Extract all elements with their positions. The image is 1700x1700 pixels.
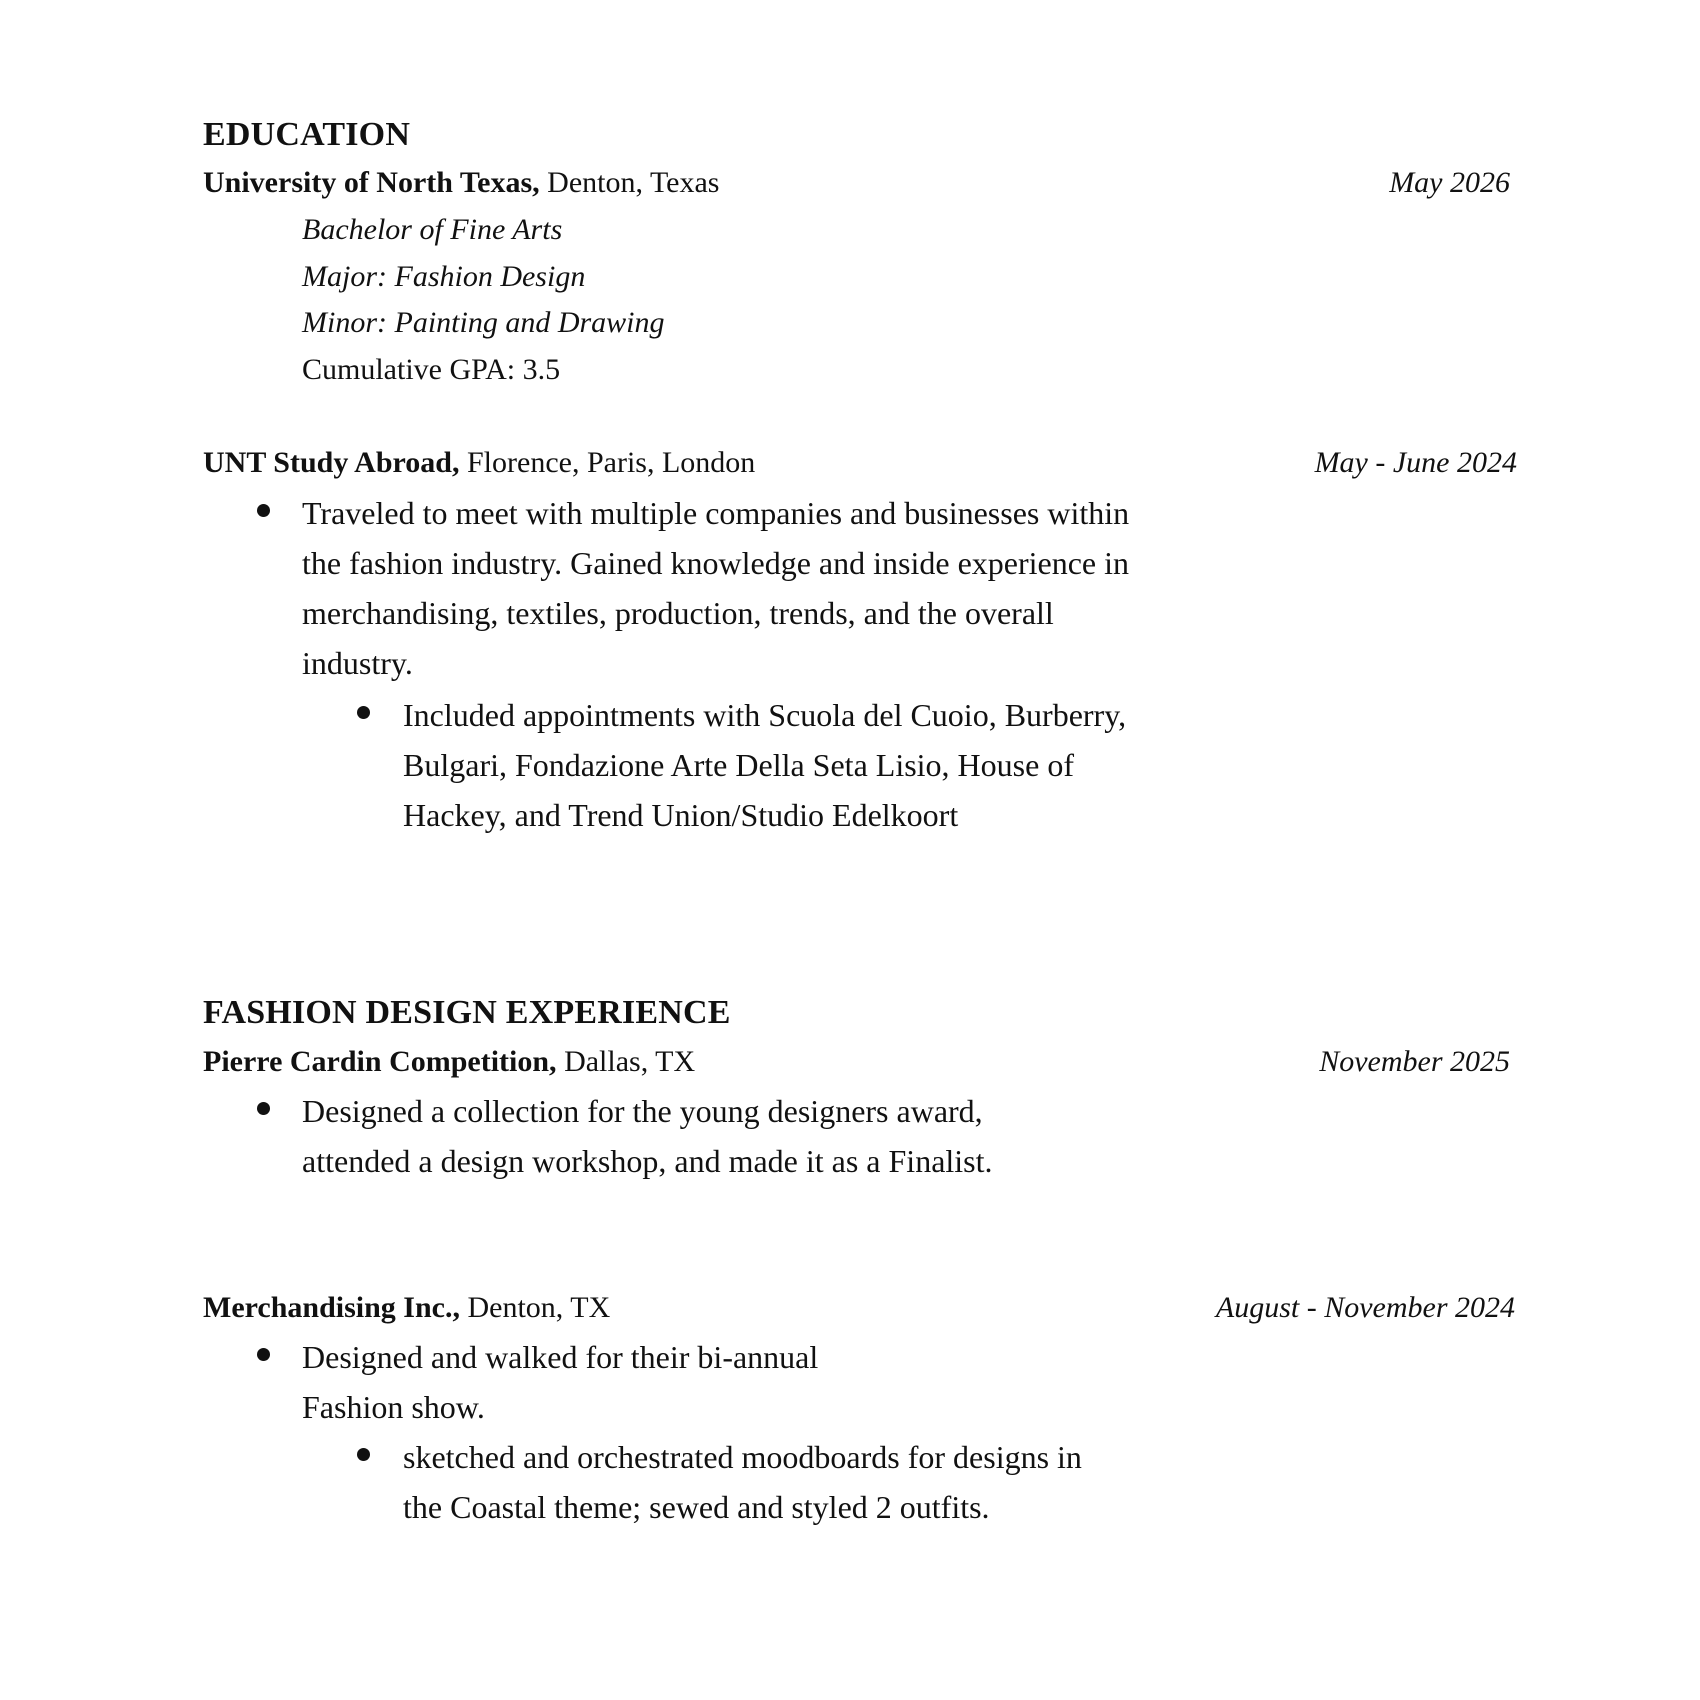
- unt-entry: [203, 168, 719, 198]
- bullet-dot: [257, 1348, 270, 1361]
- unt-gpa: Cumulative GPA: 3.5: [302, 353, 561, 386]
- unt-location: Denton, Texas: [539, 166, 720, 199]
- study-abroad-entry: [203, 448, 755, 478]
- bullet-dot: [357, 1448, 370, 1461]
- education-heading: EDUCATION: [203, 116, 411, 153]
- unt-major: Major: Fashion Design: [302, 260, 586, 293]
- unt-date: May 2026: [1389, 166, 1510, 199]
- study-abroad-location: Florence, Paris, London: [459, 446, 756, 479]
- unt-minor: Minor: Painting and Drawing: [302, 306, 665, 339]
- merchandising-location: Denton, TX: [459, 1291, 611, 1324]
- merchandising-sub-bullet: sketched and orchestrated moodboards for designs in the Coastal theme; sewed and styled 2 outfits.: [403, 1439, 1082, 1525]
- bullet-dot: [357, 706, 370, 719]
- pierre-cardin-entry: [203, 1047, 695, 1077]
- merchandising-date: August - November 2024: [1215, 1291, 1515, 1324]
- merchandising-name: Merchandising Inc.,: [203, 1291, 460, 1324]
- study-abroad-name: UNT Study Abroad,: [203, 446, 460, 479]
- study-abroad-bullet: Traveled to meet with multiple companies and businesses within the fashion industry. Gained knowledge and inside experience in merchandising, textiles, production, trends, and the overall industry.: [302, 495, 1130, 681]
- pierre-cardin-location: Dallas, TX: [556, 1045, 696, 1078]
- pierre-cardin-name: Pierre Cardin Competition,: [203, 1045, 557, 1078]
- merchandising-bullet: Designed and walked for their bi-annual Fashion show.: [302, 1339, 819, 1425]
- unt-degree: Bachelor of Fine Arts: [302, 213, 563, 246]
- pierre-cardin-date: November 2025: [1319, 1045, 1510, 1078]
- bullet-dot: [257, 1102, 270, 1115]
- experience-heading: FASHION DESIGN EXPERIENCE: [203, 994, 731, 1031]
- merchandising-entry: [203, 1293, 610, 1323]
- bullet-dot: [257, 504, 270, 517]
- unt-name: University of North Texas,: [203, 166, 540, 199]
- study-abroad-sub-bullet: Included appointments with Scuola del Cuoio, Burberry, Bulgari, Fondazione Arte Della Seta Lisio, House of Hackey, and Trend Union/Studio Edelkoort: [403, 697, 1127, 833]
- pierre-cardin-bullet: Designed a collection for the young designers award, attended a design workshop, and made it as a Finalist.: [302, 1093, 993, 1179]
- study-abroad-date: May - June 2024: [1314, 446, 1517, 479]
